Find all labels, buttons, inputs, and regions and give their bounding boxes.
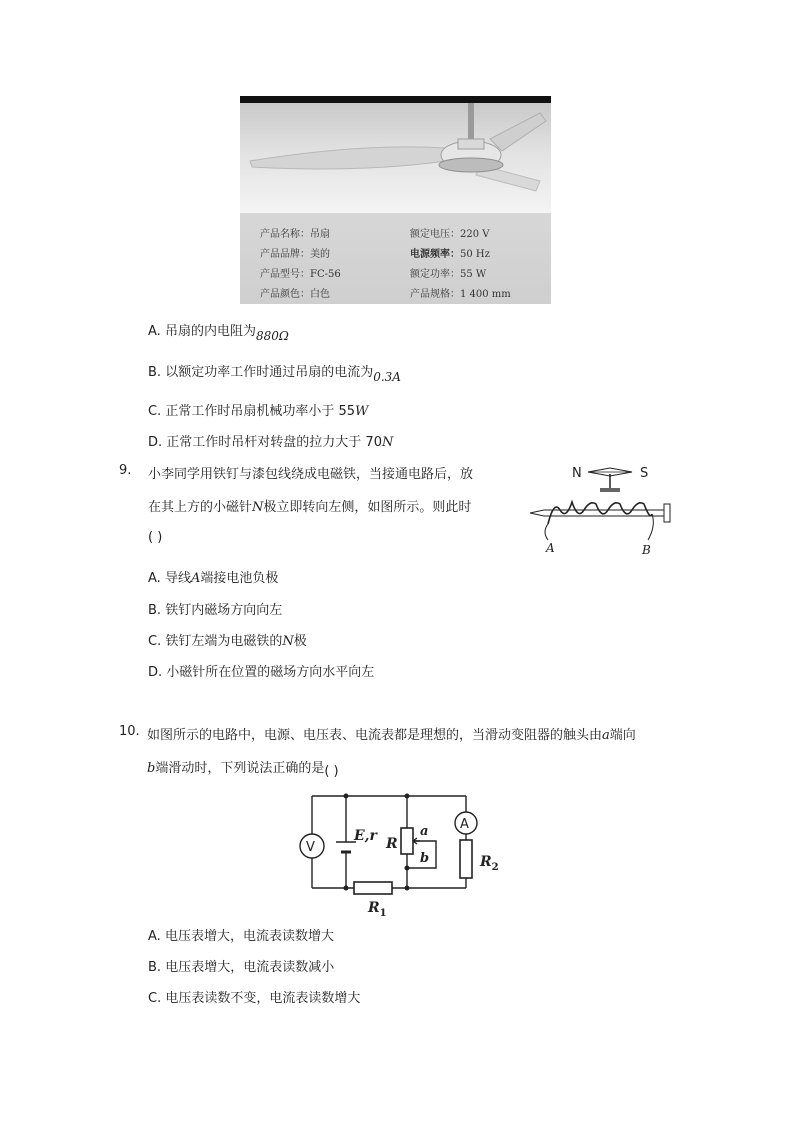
spec-brand: 产品品牌：美的 (260, 249, 330, 260)
option-formula: 880Ω (255, 329, 289, 343)
spec-model: 产品型号：FC-56 (260, 269, 341, 280)
option-label: D. (148, 435, 163, 450)
ammeter-label: A (460, 817, 469, 832)
photo-top-border (240, 96, 551, 103)
stem-symbol: N (252, 500, 264, 515)
option-text: 正常工作时吊扇机械功率小于 55 (165, 404, 356, 419)
option-label: B. (148, 960, 162, 975)
spec-size: 产品规格：1 400 mm (410, 289, 511, 300)
option-text: 铁钉内磁场方向向左 (165, 603, 283, 618)
q9-option-c (148, 630, 307, 649)
spec-frequency (410, 245, 490, 260)
option-text: 电压表读数不变，电流表读数增大 (165, 991, 361, 1006)
rheostat-symbol (401, 828, 413, 854)
option-text: 电压表增大，电流表读数增大 (164, 929, 334, 944)
option-text: 正常工作时吊杆对转盘的拉力大于 70 (166, 435, 382, 450)
wire-a-label: A (546, 541, 555, 555)
voltmeter-label: V (306, 840, 315, 855)
ceiling-fan-photo (240, 96, 551, 304)
q8-option-c (148, 400, 368, 419)
option-label: A. (148, 571, 161, 586)
option-text: 导线 (164, 571, 191, 586)
stem-text: 在其上方的小磁针 (148, 500, 253, 515)
resistor-r1-symbol (354, 882, 392, 894)
stem-symbol: a (602, 728, 610, 743)
question-number: 10. (119, 724, 140, 739)
option-label: A. (148, 324, 161, 339)
emf-label: E,r (354, 828, 377, 844)
q10-stem-line-1 (147, 724, 636, 743)
question-number: 9. (119, 463, 132, 478)
spec-frequency-label: 电源频率： (410, 249, 460, 260)
answer-parentheses: ( ) (324, 764, 339, 779)
stem-text: 极立即转向左侧，如图所示。则此时 (263, 500, 472, 515)
q8-option-a (148, 320, 289, 343)
terminal-a-label: a (420, 824, 429, 839)
q9-option-d (148, 661, 374, 680)
option-unit: N (381, 435, 394, 450)
q9-option-a (148, 567, 278, 586)
q10-option-a (148, 925, 334, 944)
spec-frequency-value: 50 Hz (460, 249, 490, 260)
q9-stem-line-1: 小李同学用铁钉与漆包线绕成电磁铁，当接通电路后，放 (148, 467, 474, 482)
option-text: 以额定功率工作时通过吊扇的电流为 (165, 365, 374, 380)
option-symbol: N (282, 634, 294, 649)
rheostat-label: R (386, 836, 398, 852)
slider-arrow (413, 838, 420, 844)
q8-option-d (148, 431, 393, 450)
circuit-diagram (296, 790, 506, 920)
option-text: 电压表增大，电流表读数减小 (165, 960, 335, 975)
resistor-r2-symbol (460, 840, 472, 878)
stem-text: 端向 (609, 728, 636, 743)
needle-north-label: N (572, 466, 582, 481)
needle-south-label: S (640, 466, 649, 481)
terminal-b-label: b (420, 851, 430, 866)
option-text: 端接电池负极 (200, 571, 279, 586)
resistor-r1-label: $R_1$ (368, 900, 387, 919)
option-text: 铁钉左端为电磁铁的 (165, 634, 283, 649)
spec-name: 产品名称：吊扇 (260, 229, 330, 240)
q10-option-b (148, 956, 334, 975)
q9-stem-line-2 (148, 496, 471, 515)
stem-symbol: b (147, 761, 156, 776)
option-text: 小磁针所在位置的磁场方向水平向左 (166, 665, 375, 680)
q9-option-b (148, 599, 282, 618)
option-label: D. (148, 665, 163, 680)
ceiling-fan-illustration (240, 103, 551, 213)
q8-option-b (148, 361, 401, 384)
resistor-r2-label: $R_2$ (480, 854, 499, 873)
option-symbol: A (190, 571, 201, 586)
stem-text: 如图所示的电路中，电源、电压表、电流表都是理想的，当滑动变阻器的触头由 (147, 728, 603, 743)
option-text: 极 (293, 634, 307, 649)
wire-b-label: B (642, 543, 651, 557)
q10-option-c (148, 987, 360, 1006)
option-label: C. (148, 404, 162, 419)
answer-parentheses: ( ) (148, 530, 163, 545)
option-label: C. (148, 991, 162, 1006)
option-unit: W (355, 404, 369, 419)
option-label: B. (148, 603, 162, 618)
spec-power: 额定功率：55 W (410, 269, 487, 280)
option-label: C. (148, 634, 162, 649)
spec-voltage: 额定电压：220 V (410, 229, 490, 240)
option-formula: 0.3A (373, 370, 401, 384)
electromagnet-figure (526, 460, 676, 560)
stem-text: 端滑动时，下列说法正确的是 (155, 761, 325, 776)
option-text: 吊扇的内电阻为 (164, 324, 256, 339)
option-label: B. (148, 365, 162, 380)
spec-color: 产品颜色：白色 (260, 289, 330, 300)
q10-stem-line-2 (147, 757, 339, 779)
option-label: A. (148, 929, 161, 944)
spec-panel (240, 213, 551, 304)
